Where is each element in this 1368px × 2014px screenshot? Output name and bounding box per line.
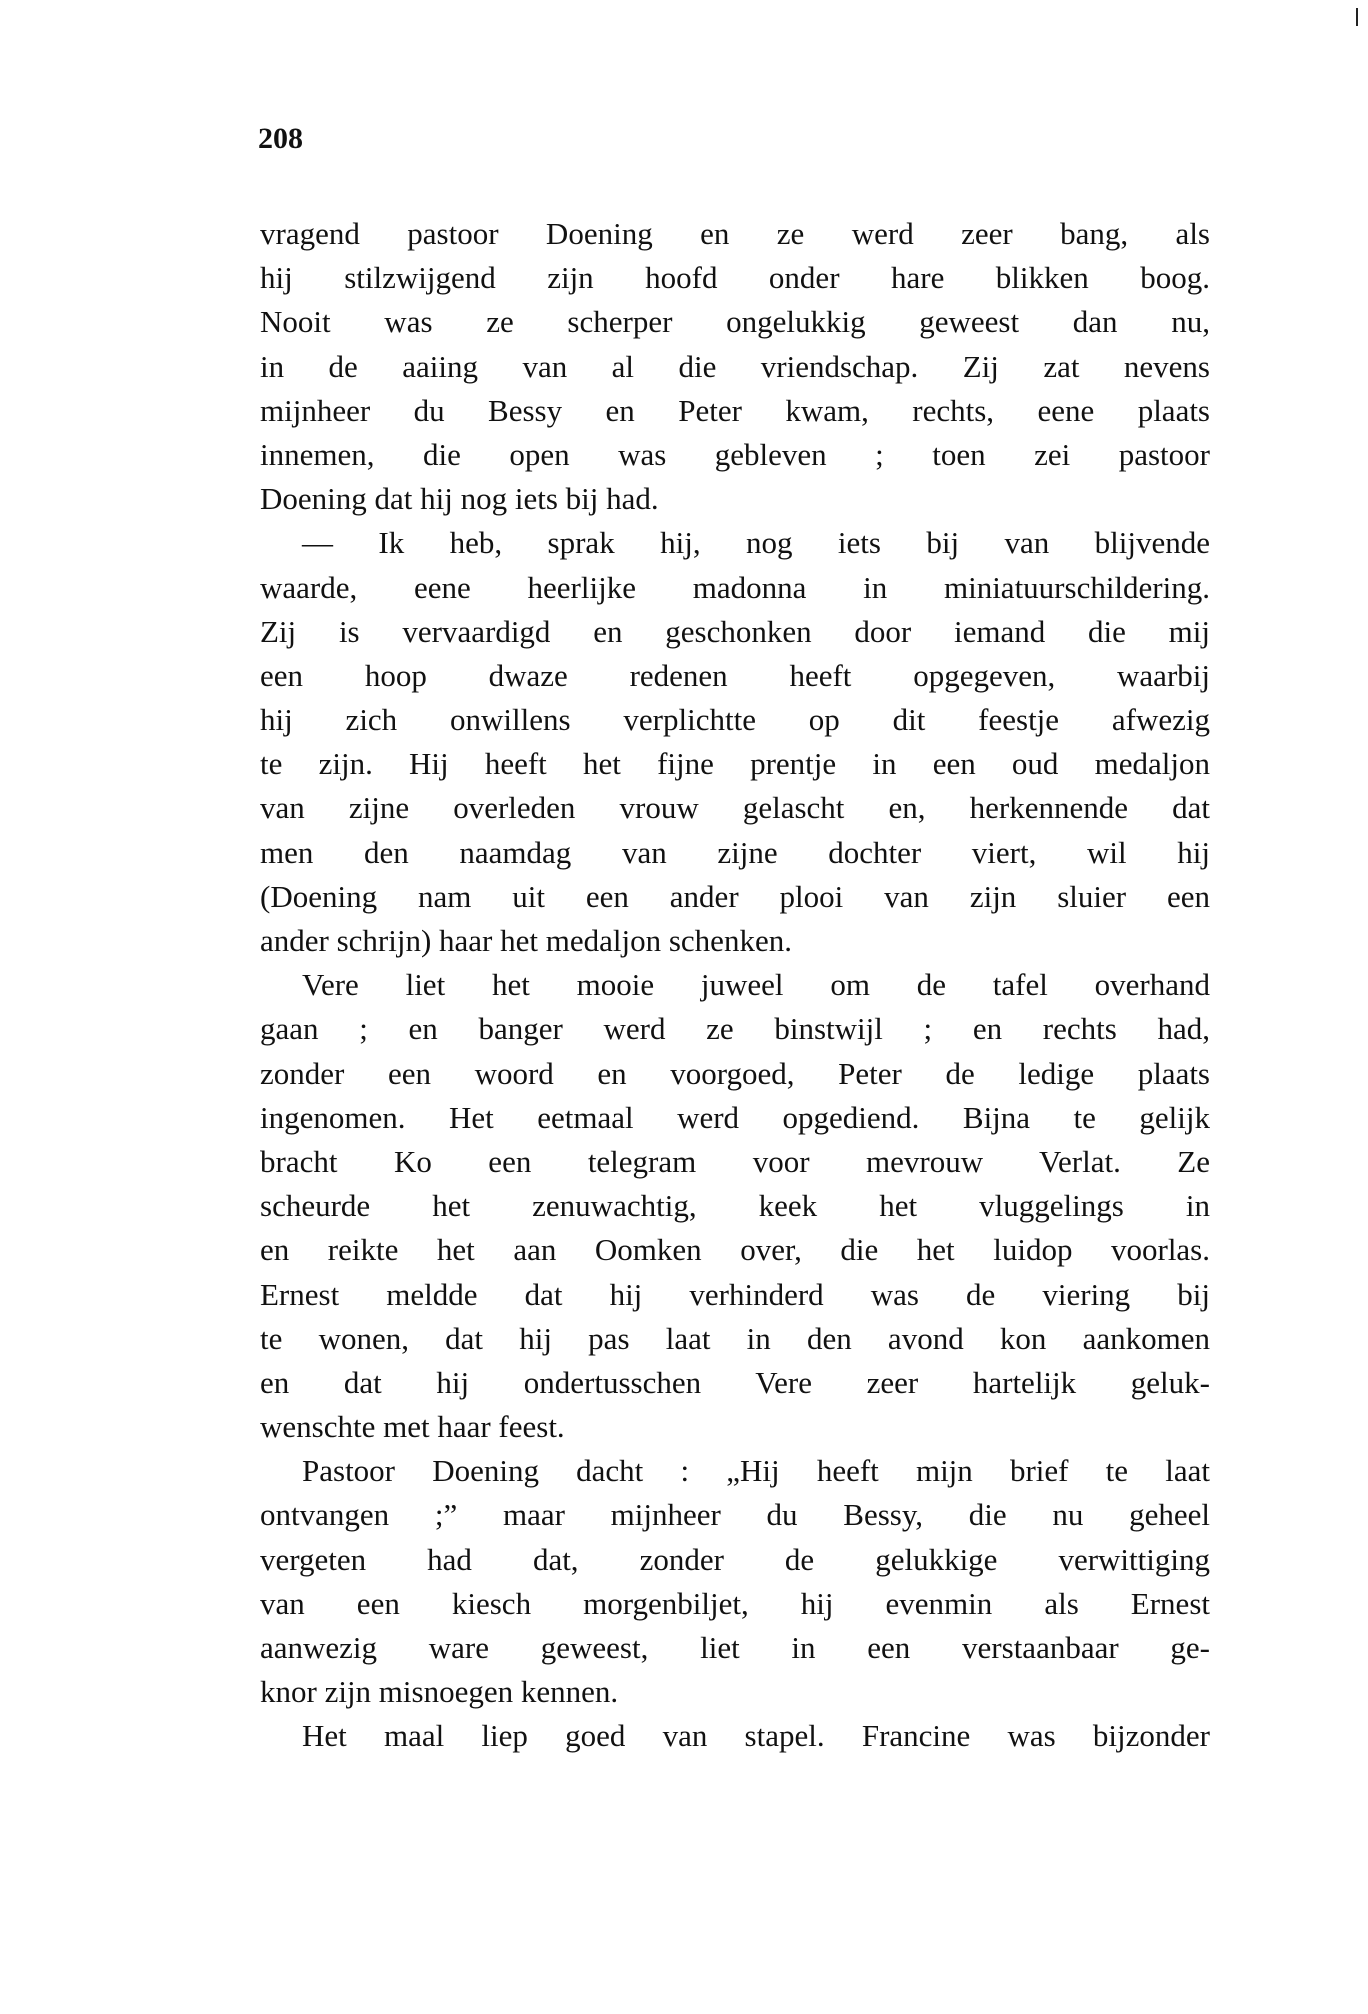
text-line: innemen, die open was gebleven ; toen zei pastoor xyxy=(260,436,1210,472)
text-line: waarde, eene heerlijke madonna in miniatuurschildering. xyxy=(260,569,1210,605)
text-line: hij zich onwillens verplichtte op dit feestje afwezig xyxy=(260,702,1210,738)
text-line: vergeten had dat, zonder de gelukkige verwittiging xyxy=(260,1541,1210,1577)
text-line: aanwezig ware geweest, liet in een verstaanbaar ge- xyxy=(260,1630,1210,1665)
text-line: een hoop dwaze redenen heeft opgegeven, waarbij xyxy=(260,657,1210,693)
text-line: Pastoor Doening dacht : „Hij heeft mijn brief te laat xyxy=(302,1453,1210,1489)
text-line: ander schrijn) haar het medaljon schenken. xyxy=(260,923,792,958)
text-line: en dat hij ondertusschen Vere zeer hartelijk geluk- xyxy=(260,1364,1210,1400)
text-line: vragend pastoor Doening en ze werd zeer bang, als xyxy=(260,216,1210,251)
text-line: scheurde het zenuwachtig, keek het vluggelings in xyxy=(260,1188,1210,1224)
text-line: ingenomen. Het eetmaal werd opgediend. Bijna te gelijk xyxy=(260,1099,1210,1135)
text-line: Vere liet het mooie juweel om de tafel overhand xyxy=(302,967,1210,1003)
text-line: ontvangen ;” maar mijnheer du Bessy, die nu geheel xyxy=(260,1497,1210,1533)
scan-mark xyxy=(1356,8,1358,26)
text-line: te zijn. Hij heeft het fijne prentje in een oud medaljon xyxy=(260,746,1210,782)
text-line: van een kiesch morgenbiljet, hij evenmin als Ernest xyxy=(260,1585,1210,1621)
text-line: en reikte het aan Oomken over, die het luidop voorlas. xyxy=(260,1232,1210,1268)
text-line: gaan ; en banger werd ze binstwijl ; en rechts had, xyxy=(260,1011,1210,1047)
text-line: van zijne overleden vrouw gelascht en, herkennende dat xyxy=(260,790,1210,826)
text-line: Zij is vervaardigd en geschonken door iemand die mij xyxy=(260,613,1210,649)
text-line: in de aaiing van al die vriendschap. Zij zat nevens xyxy=(260,348,1210,384)
text-line: Het maal liep goed van stapel. Francine was bijzonder xyxy=(302,1718,1210,1754)
text-line: te wonen, dat hij pas laat in den avond kon aankomen xyxy=(260,1320,1210,1356)
text-line: knor zijn misnoegen kennen. xyxy=(260,1674,619,1710)
text-line: hij stilzwijgend zijn hoofd onder hare blikken boog. xyxy=(260,260,1210,296)
text-line: men den naamdag van zijne dochter viert, wil hij xyxy=(260,834,1210,870)
text-line: Doening dat hij nog iets bij had. xyxy=(260,481,659,517)
text-line: Ernest meldde dat hij verhinderd was de viering bij xyxy=(260,1276,1210,1312)
body-text xyxy=(260,212,1210,1759)
text-line: Nooit was ze scherper ongelukkig geweest dan nu, xyxy=(260,304,1210,340)
text-line: (Doening nam uit een ander plooi van zijn sluier een xyxy=(260,878,1210,914)
text-line: wenschte met haar feest. xyxy=(260,1409,565,1445)
text-line: mijnheer du Bessy en Peter kwam, rechts, eene plaats xyxy=(260,392,1210,428)
page-number: 208 xyxy=(258,122,303,155)
text-line: — Ik heb, sprak hij, nog iets bij van blijvende xyxy=(302,525,1210,561)
text-line: zonder een woord en voorgoed, Peter de ledige plaats xyxy=(260,1055,1210,1091)
text-line: bracht Ko een telegram voor mevrouw Verlat. Ze xyxy=(260,1143,1210,1179)
